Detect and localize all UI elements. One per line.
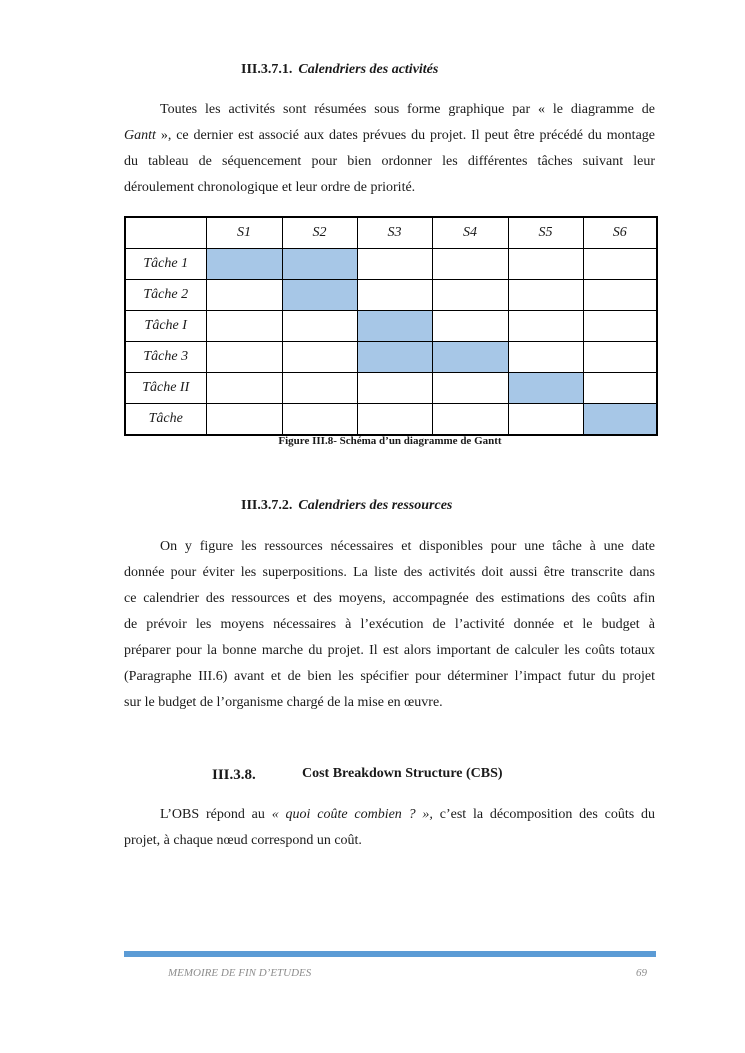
gantt-corner-cell [125, 217, 206, 249]
para3-italic: « quoi coûte combien ? », [271, 807, 433, 822]
gantt-empty-cell [583, 249, 657, 280]
gantt-word: Gantt [124, 128, 156, 143]
gantt-task-label: Tâche [125, 404, 206, 436]
gantt-empty-cell [357, 373, 432, 404]
gantt-task-label: Tâche I [125, 311, 206, 342]
paragraph-cbs [124, 802, 655, 854]
gantt-empty-cell [508, 249, 583, 280]
gantt-active-cell [357, 342, 432, 373]
gantt-week-header: S3 [357, 217, 432, 249]
gantt-active-cell [282, 280, 357, 311]
gantt-active-cell [508, 373, 583, 404]
para2-line-2: donnée pour éviter les superpositions. La liste des activités doit aussi être transcrite dans [124, 565, 655, 580]
para2-line-4: de prévoir les moyens nécessaires à l’exécution de l’activité donnée et le budget à [124, 617, 655, 632]
gantt-task-row [125, 311, 657, 342]
gantt-empty-cell [282, 311, 357, 342]
footer-title: MEMOIRE DE FIN D’ETUDES [168, 967, 312, 979]
para1-line-3: du tableau de séquencement pour bien ordonner les différentes tâches suivant leur [124, 154, 655, 169]
section-heading-3-8-title: Cost Breakdown Structure (CBS) [302, 766, 503, 781]
gantt-empty-cell [583, 311, 657, 342]
gantt-week-header: S1 [206, 217, 282, 249]
gantt-task-row [125, 342, 657, 373]
gantt-empty-cell [508, 404, 583, 436]
gantt-empty-cell [432, 373, 508, 404]
para2-line-1: On y figure les ressources nécessaires et disponibles pour une tâche à une date [160, 539, 655, 554]
gantt-week-header: S6 [583, 217, 657, 249]
figure-caption: Figure III.8- Schéma d’un diagramme de Gantt [278, 435, 502, 447]
gantt-task-label: Tâche 1 [125, 249, 206, 280]
gantt-empty-cell [508, 280, 583, 311]
gantt-empty-cell [282, 342, 357, 373]
para3-start: L’OBS répond au [160, 807, 265, 822]
gantt-empty-cell [432, 280, 508, 311]
gantt-empty-cell [432, 311, 508, 342]
gantt-empty-cell [357, 249, 432, 280]
gantt-empty-cell [357, 404, 432, 436]
paragraph-resources [124, 534, 655, 716]
section-heading-3-7-2 [241, 498, 452, 514]
gantt-header-row [125, 217, 657, 249]
gantt-week-header: S2 [282, 217, 357, 249]
gantt-empty-cell [432, 249, 508, 280]
gantt-empty-cell [206, 342, 282, 373]
gantt-task-row [125, 404, 657, 436]
para2-line-7: sur le budget de l’organisme chargé de la mise en œuvre. [124, 695, 443, 710]
gantt-task-label: Tâche 3 [125, 342, 206, 373]
gantt-empty-cell [206, 280, 282, 311]
gantt-active-cell [206, 249, 282, 280]
para1-line-4: déroulement chronologique et leur ordre de priorité. [124, 180, 416, 195]
para1-line-2: », ce dernier est associé aux dates prévues du projet. Il peut être précédé du montage [160, 128, 656, 143]
gantt-active-cell [357, 311, 432, 342]
gantt-week-header: S5 [508, 217, 583, 249]
gantt-empty-cell [432, 404, 508, 436]
para2-line-6: (Paragraphe III.6) avant et de bien les spécifier pour déterminer l’impact futur du projet [124, 669, 655, 684]
gantt-task-row [125, 249, 657, 280]
gantt-task-label: Tâche II [125, 373, 206, 404]
para2-line-3: ce calendrier des ressources et des moyens, accompagnée des estimations des coûts afin [124, 591, 655, 606]
section-number: III.3.7.2. [241, 498, 293, 513]
section-heading-3-8-number: III.3.8. [212, 767, 256, 783]
footer-rule [124, 951, 656, 957]
gantt-empty-cell [583, 280, 657, 311]
gantt-empty-cell [357, 280, 432, 311]
gantt-table [124, 216, 658, 436]
gantt-empty-cell [583, 373, 657, 404]
gantt-empty-cell [206, 404, 282, 436]
section-heading-3-7-1 [241, 62, 438, 78]
section-title: Calendriers des activités [298, 62, 439, 77]
paragraph-activities [124, 97, 655, 201]
para3-rest: c’est la décomposition des coûts du [439, 807, 656, 822]
gantt-empty-cell [206, 373, 282, 404]
section-number: III.3.7.1. [241, 62, 293, 77]
gantt-active-cell [282, 249, 357, 280]
para3-line-2: projet, à chaque nœud correspond un coût. [124, 833, 362, 848]
gantt-empty-cell [206, 311, 282, 342]
gantt-empty-cell [282, 404, 357, 436]
gantt-empty-cell [583, 342, 657, 373]
page-number: 69 [636, 967, 647, 979]
para2-line-5: préparer pour la bonne marche du projet. Il est alors important de calculer les coûts totaux [124, 643, 655, 658]
gantt-active-cell [583, 404, 657, 436]
gantt-task-row [125, 373, 657, 404]
gantt-empty-cell [508, 342, 583, 373]
gantt-active-cell [432, 342, 508, 373]
section-title: Calendriers des ressources [298, 498, 453, 513]
gantt-week-header: S4 [432, 217, 508, 249]
gantt-empty-cell [282, 373, 357, 404]
gantt-task-label: Tâche 2 [125, 280, 206, 311]
gantt-task-row [125, 280, 657, 311]
gantt-empty-cell [508, 311, 583, 342]
para1-line-1: Toutes les activités sont résumées sous forme graphique par « le diagramme de [160, 102, 655, 117]
